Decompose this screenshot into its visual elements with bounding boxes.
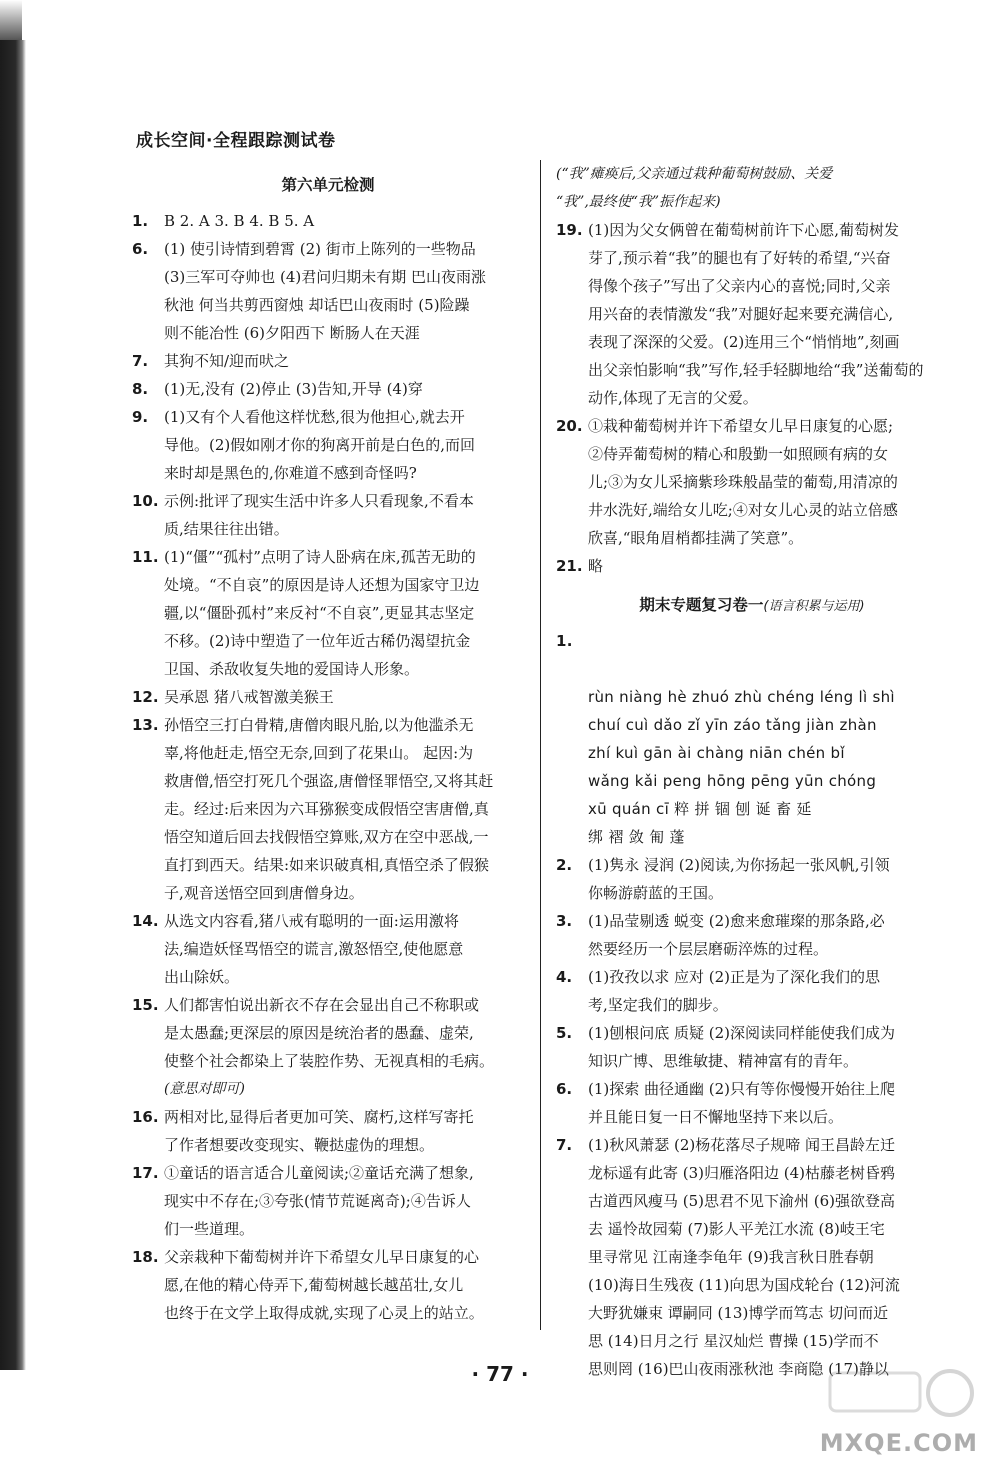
page-edge-shadow: [0, 0, 22, 40]
item-text: (1)又有个人看他这样忧愁,很为他担心,就去开 导他。(2)假如刚才你的狗离开前是白色的,而回 来时却是黑色的,你难道不感到奇怪吗?: [164, 408, 476, 482]
answer-item: [132, 235, 524, 347]
item-number: 5.: [556, 1024, 573, 1042]
item-text: (1)隽永 浸润 (2)阅读,为你扬起一张风帆,引领 你畅游蔚蓝的王国。: [588, 856, 890, 902]
book-binding-shadow: [0, 40, 26, 1370]
item-number: 21.: [556, 557, 583, 575]
item-number: 14.: [132, 912, 159, 930]
item-number: 18.: [132, 1248, 159, 1266]
item-text: 示例:批评了现实生活中许多人只看现象,不看本 质,结果往往出错。: [164, 492, 474, 538]
item-text: (1)刨根问底 质疑 (2)深阅读同样能使我们成为 知识广博、思维敏捷、精神富有的青年。: [588, 1024, 896, 1070]
answer-item: [132, 907, 524, 991]
item-text: (1) 使引诗情到碧霄 (2) 街市上陈列的一些物品 (3)三军可夺帅也 (4)君问归期未有期 巴山夜雨涨 秋池 何当共剪西窗烛 却话巴山夜雨时 (5)险躁 则不能冶性 (6)夕阳西下 断肠人在天涯: [164, 240, 487, 342]
item-text: (1)无,没有 (2)停止 (3)告知,开导 (4)穿: [164, 380, 423, 398]
item-text: (1)秋风萧瑟 (2)杨花落尽子规啼 闻王昌龄左迁 龙标遥有此寄 (3)归雁洛阳边 (4)枯藤老树昏鸦 古道西风瘦马 (5)思君不见下渝州 (6)强欲登高 去 遥怜故园菊 (7)影人平羌江水流 (8)岐王宅 里寻常见 江南逢李龟年 (9)我言秋日胜春朝 (10)海日生残夜 (11)向思为国戍轮台 (12)河流 大野犹嫌束 谭嗣同 (13)博学而笃志 切问而近 思 (14)日月之行 星汉灿烂 曹操 (15)学而不 思则罔 (16)巴山夜雨涨秋池 李商隐 (17)静以: [588, 1136, 900, 1378]
continued-answer-18: (“我”瘫痪后,父亲通过栽种葡萄树鼓励、关爱 “我”,最终使“我”振作起来): [556, 166, 833, 210]
section-title-sub: (语言积累与运用): [763, 599, 865, 614]
watermark-text: MXQE.COM: [819, 1429, 978, 1457]
answer-item: [132, 1103, 524, 1159]
item-number: 10.: [132, 492, 159, 510]
answer-item: [132, 1159, 524, 1243]
left-column: [132, 160, 524, 1327]
item-text: 略: [588, 557, 604, 575]
item-number: 3.: [556, 912, 573, 930]
item-number: 6.: [132, 240, 149, 258]
item-number: 1.: [556, 632, 573, 650]
answer-item: [132, 711, 524, 907]
item-text: B 2. A 3. B 4. B 5. A: [164, 212, 315, 230]
section-title-main: 期末专题复习卷一: [639, 596, 764, 614]
item-number: 7.: [132, 352, 149, 370]
item-number: 19.: [556, 221, 583, 239]
item-number: 13.: [132, 716, 159, 734]
item-text: 人们都害怕说出新衣不存在会显出自己不称职或 是太愚蠢;更深层的原因是统治者的愚蠢、虚荣, 使整个社会都染上了装腔作势、无视真相的毛病。: [164, 996, 495, 1070]
section-title-unit6: 第六单元检测: [281, 176, 375, 194]
item-number: 15.: [132, 996, 159, 1014]
item-text: 从选文内容看,猪八戒有聪明的一面:运用激将 法,编造妖怪骂悟空的谎言,激怒悟空,使他愿意 出山除妖。: [164, 912, 464, 986]
item-number: 20.: [556, 417, 583, 435]
answer-item: [132, 487, 524, 543]
item-number: 16.: [132, 1108, 159, 1126]
item-text: (1)探索 曲径通幽 (2)只有等你慢慢开始往上爬 并且能日复一日不懈地坚持下来以后。: [588, 1080, 896, 1126]
item-number: 9.: [132, 408, 149, 426]
answer-item: [132, 403, 524, 487]
item-text: (1)因为父女俩曾在葡萄树前许下心愿,葡萄树发 芽了,预示着“我”的腿也有了好转的希望,“兴奋 得像个孩子”写出了父亲内心的喜悦;同时,父亲 用兴奋的表情激发“我”对腿好起来要充满信心, 表现了深深的父爱。(2)连用三个“悄悄地”,刻画 出父亲怕影响“我”写作,轻手轻脚地给“我”送葡萄的 动作,体现了无言的父爱。: [588, 221, 924, 407]
answer-item: [132, 347, 524, 375]
item-number: 7.: [556, 1136, 573, 1154]
right-answer-list: [556, 216, 948, 580]
answer-item: [556, 216, 948, 412]
item-text: (1)孜孜以求 应对 (2)正是为了深化我们的思 考,坚定我们的脚步。: [588, 968, 881, 1014]
pinyin-text: rùn niàng hè zhuó zhù chéng léng lì shì chuí cuì dǎo zǐ yīn záo tǎng jiàn zhàn zhí kuì gān ài chàng niān chén bǐ wǎng kǎi peng hōng pēng yūn chóng xū quán cī 粹 拼 锢 刨 诞 畜 延 绑 褶 敛 匍 蓬: [588, 688, 895, 846]
answer-item: [556, 907, 948, 963]
page-number: · 77 ·: [471, 1362, 529, 1386]
item-number: 4.: [556, 968, 573, 986]
item-number: 8.: [132, 380, 149, 398]
answer-item: [556, 552, 948, 580]
answer-item: [132, 375, 524, 403]
item-text: 孙悟空三打白骨精,唐僧肉眼凡胎,以为他滥杀无 辜,将他赶走,悟空无奈,回到了花果山。 起因:为 救唐僧,悟空打死几个强盗,唐僧怪罪悟空,又将其赶 走。经过:后来因为六耳猕猴变成假悟空害唐僧,真 悟空知道后回去找假悟空算账,双方在空中恶战,一 直打到西天。结果:如来识破真相,真悟空杀了假猴 子,观音送悟空回到唐僧身边。: [164, 716, 494, 902]
pinyin-answer: [556, 627, 948, 851]
item-number: 2.: [556, 856, 573, 874]
answer-item: [132, 1243, 524, 1327]
answer-item: [556, 1131, 948, 1383]
page-header: 成长空间·全程跟踪测试卷: [136, 131, 336, 151]
answer-item: [556, 1075, 948, 1131]
answer-item: [132, 991, 524, 1075]
answer-item: [556, 1019, 948, 1075]
item-number: 12.: [132, 688, 159, 706]
answer-item: [132, 543, 524, 683]
answer-item: [556, 851, 948, 907]
answer-item: [132, 683, 524, 711]
left-answer-list: [132, 207, 524, 1327]
item-text: (1)品莹剔透 蜕变 (2)愈来愈璀璨的那条路,必 然要经历一个层层磨砺淬炼的过程。: [588, 912, 885, 958]
answer-item: [556, 963, 948, 1019]
item-number: 1.: [132, 212, 149, 230]
answer-item: [132, 207, 524, 235]
right-column: [556, 160, 948, 1383]
item-text: 吴承恩 猪八戒智激美猴王: [164, 688, 334, 706]
item-text: 父亲栽种下葡萄树并许下希望女儿早日康复的心 愿,在他的精心侍弄下,葡萄树越长越茁壮,女儿 也终于在文学上取得成就,实现了心灵上的站立。: [164, 1248, 484, 1322]
item-number: 11.: [132, 548, 159, 566]
item-number: 6.: [556, 1080, 573, 1098]
item-number: 17.: [132, 1164, 159, 1182]
item-text: (1)“僵”“孤村”点明了诗人卧病在床,孤苦无助的 处境。“不自哀”的原因是诗人还想为国家守卫边 疆,以“僵卧孤村”来反衬“不自哀”,更显其志坚定 不移。(2)诗中塑造了一位年近古稀仍渴望抗金 卫国、杀敌收复失地的爱国诗人形象。: [164, 548, 480, 678]
section-title-final-review: [556, 593, 948, 615]
item-text: 两相对比,显得后者更加可笑、腐朽,这样写寄托 了作者想要改变现实、鞭挞虚伪的理想。: [164, 1108, 474, 1154]
column-divider: [540, 160, 541, 1330]
item-text: ①童话的语言适合儿童阅读;②童话充满了想象, 现实中不存在;③夸张(情节荒诞离奇);④告诉人 们一些道理。: [164, 1164, 474, 1238]
item-text: ①栽种葡萄树并许下希望女儿早日康复的心愿; ②侍弄葡萄树的精心和殷勤一如照顾有病的女 儿;③为女儿采摘紫珍珠般晶莹的葡萄,用清凉的 井水洗好,端给女儿吃;④对女儿心灵的站立倍感 欣喜,“眼角眉梢都挂满了笑意”。: [588, 417, 898, 547]
item-text: 其狗不知/迎而吠之: [164, 352, 290, 370]
review-answer-list: [556, 851, 948, 1383]
answer-note: (意思对即可): [164, 1081, 245, 1097]
answer-item: [556, 412, 948, 552]
